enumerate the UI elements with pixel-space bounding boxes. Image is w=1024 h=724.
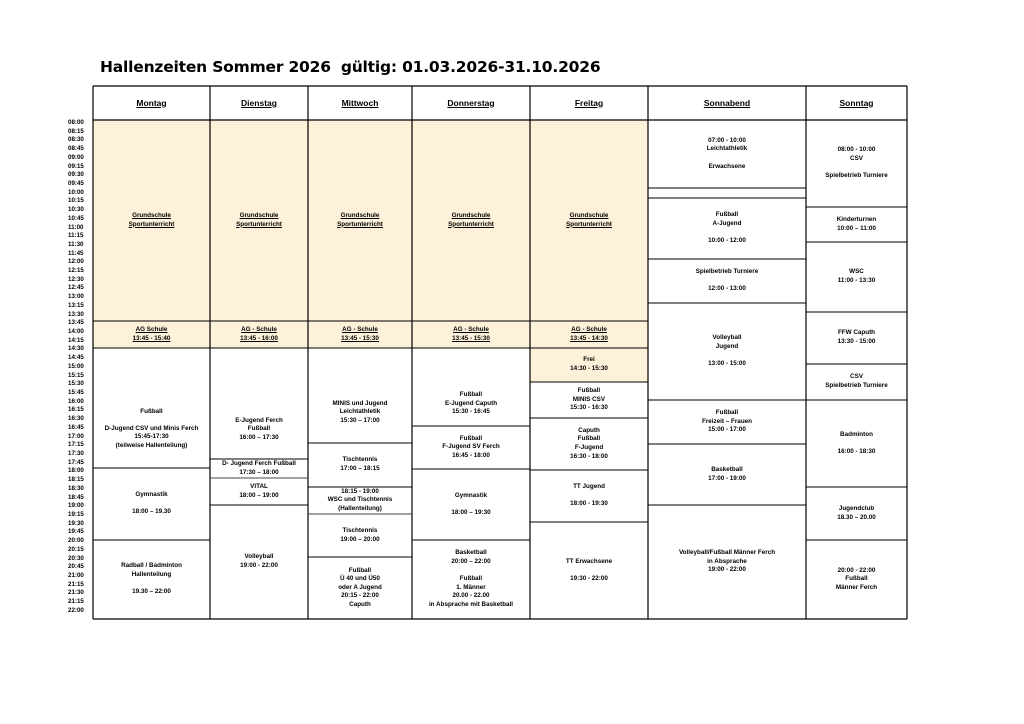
block-text: A-Jugend xyxy=(712,219,742,227)
block-text: 19:00 - 22:00 xyxy=(708,566,746,574)
block-text: Spielbetrieb Turniere xyxy=(825,172,888,180)
time-label: 20:30 xyxy=(68,554,84,562)
time-label: 19:00 xyxy=(68,502,84,510)
block-text: Fußball xyxy=(459,434,483,442)
day-header-5: Sonnabend xyxy=(703,97,751,108)
time-label: 08:15 xyxy=(68,127,84,135)
block-text: 19:30 - 22:00 xyxy=(570,574,608,582)
block-text: Volleyball/Fußball Männer Ferch xyxy=(678,549,776,557)
block-text: 13:00 - 15:00 xyxy=(708,360,746,368)
block-text: 16:45 - 18:00 xyxy=(452,451,490,459)
block-text: Caputh xyxy=(349,600,371,608)
block-text: MINIS CSV xyxy=(572,395,606,403)
block-text: TT Jugend xyxy=(573,483,605,491)
block-text: Spielbetrieb Turniere xyxy=(695,268,759,276)
time-label: 13:30 xyxy=(68,310,84,318)
block-text: 19:00 - 22:00 xyxy=(240,562,278,569)
block-text: Hallenteilung xyxy=(131,570,172,578)
block-text: 20:00 – 22:00 xyxy=(451,558,491,566)
block-text: Sportunterricht xyxy=(448,220,494,228)
block-text: 20.00 - 22.00 xyxy=(452,592,490,600)
time-label: 14:15 xyxy=(68,336,84,344)
block-text: (teilweise Hallenteilung) xyxy=(115,441,188,449)
time-label: 21:15 xyxy=(68,580,84,588)
block-text: 19:00 – 20:00 xyxy=(340,535,380,543)
block-text: Gymnastik xyxy=(454,491,488,499)
block-text: 18:15 - 19:00 xyxy=(341,487,379,495)
block-text: Fußball xyxy=(715,409,739,417)
block-text: 13:30 - 15:00 xyxy=(837,338,876,345)
block-text: 13:45 - 15:30 xyxy=(452,334,490,342)
block-text: Fußball xyxy=(459,391,483,399)
block-text: Tischtennis xyxy=(342,526,378,534)
time-label: 08:30 xyxy=(68,136,84,144)
time-label: 19:30 xyxy=(68,519,84,527)
time-label: 20:00 xyxy=(68,537,84,545)
block-text: Tischtennis xyxy=(342,456,378,464)
block-text: Basketball xyxy=(711,465,743,473)
block-text: E-Jugend Ferch xyxy=(235,416,283,424)
time-label: 10:30 xyxy=(68,206,84,214)
block-text: (Hallenteilung) xyxy=(338,504,382,512)
block-text: FFW Caputh xyxy=(837,329,876,337)
block-text: Radball / Badminton xyxy=(121,562,182,570)
time-label: 16:00 xyxy=(68,397,84,405)
block-text: 12:00 - 13:00 xyxy=(708,285,746,293)
time-label: 16:45 xyxy=(68,423,84,431)
time-label: 12:30 xyxy=(68,275,84,283)
block-text: Fußball xyxy=(140,407,163,415)
title-validity: gültig: 01.03.2026-31.10.2026 xyxy=(340,58,601,76)
time-label: 17:15 xyxy=(68,441,84,449)
day-header-2: Mittwoch xyxy=(341,97,379,108)
block-text: 13:45 - 14:30 xyxy=(570,334,608,342)
time-label: 19:45 xyxy=(68,528,84,536)
time-label: 21:30 xyxy=(68,589,84,597)
time-label: 12:00 xyxy=(68,258,84,266)
block-text: Grundschule xyxy=(340,211,380,219)
block-text: 13:45 - 16:00 xyxy=(240,334,278,342)
time-label: 20:45 xyxy=(68,563,84,571)
day-header-4: Freitag xyxy=(574,97,604,108)
block-text: Fußball xyxy=(845,575,868,583)
block-text: F-Jugend xyxy=(574,444,604,451)
time-label: 10:00 xyxy=(68,188,84,196)
block-text: Fußball xyxy=(459,575,483,583)
day-header-3: Donnerstag xyxy=(447,97,495,108)
block-text: 13:45 - 15:40 xyxy=(132,334,171,342)
block-text: 13:45 - 15:30 xyxy=(341,334,379,342)
time-label: 12:45 xyxy=(68,284,84,292)
time-label: 13:15 xyxy=(68,301,84,309)
block-text: E-Jugend Caputh xyxy=(444,399,498,407)
block-text: 10:00 – 11:00 xyxy=(837,224,876,232)
time-label: 09:15 xyxy=(68,162,84,170)
time-label: 14:30 xyxy=(68,345,84,353)
block-text: Volleyball xyxy=(244,553,274,561)
time-label: 11:00 xyxy=(68,223,84,231)
block-text: Grundschule xyxy=(239,211,279,219)
block-text: AG - Schule xyxy=(453,325,489,333)
time-label: 13:00 xyxy=(68,293,84,301)
block-text: 15:00 - 17:00 xyxy=(708,426,746,434)
block-text: 18:00 - 19:30 xyxy=(570,500,608,508)
time-label: 17:30 xyxy=(68,449,84,457)
block-text: Männer Ferch xyxy=(835,583,878,591)
block-text: Caputh xyxy=(578,426,600,434)
block-text: Frei xyxy=(583,356,595,364)
block-text: AG - Schule xyxy=(342,325,378,333)
block-text: CSV xyxy=(850,373,863,381)
day-header-6: Sonntag xyxy=(839,97,874,108)
block-text: D- Jugend Ferch Fußball xyxy=(222,459,296,467)
block-text: MINIS und Jugend xyxy=(332,399,388,407)
block-text: TT Erwachsene xyxy=(565,557,613,565)
block-text: Leichtathletik xyxy=(339,408,381,416)
block-text: 16:00 - 18:30 xyxy=(837,447,876,455)
block-text: Jugendclub xyxy=(838,504,875,512)
block-text: 16:30 - 18:00 xyxy=(570,452,608,460)
block-text: 15:30 - 16:30 xyxy=(570,404,608,412)
block-text: in Absprache mit Basketball xyxy=(428,600,514,608)
time-label: 09:45 xyxy=(68,179,84,187)
time-label: 10:45 xyxy=(68,214,84,222)
block-text: Volleyball xyxy=(712,334,742,342)
time-label: 15:30 xyxy=(68,380,84,388)
block-text: 19.30 – 22:00 xyxy=(132,588,171,596)
block-text: 17:00 - 19:00 xyxy=(708,474,746,482)
block-text: 18:00 – 19:30 xyxy=(451,508,491,516)
block-text: 18:00 – 19:00 xyxy=(239,491,279,499)
block-text: 20:00 - 22:00 xyxy=(837,566,876,574)
block-text: 15:30 – 17:00 xyxy=(340,416,380,424)
block-text: Badminton xyxy=(840,430,873,438)
time-label: 11:15 xyxy=(68,232,84,240)
block-text: Spielbetrieb Turniere xyxy=(825,382,888,389)
block-text: AG Schule xyxy=(135,325,168,333)
time-label: 14:45 xyxy=(68,354,84,362)
block-text: Grundschule xyxy=(451,211,491,219)
block-text: oder A Jugend xyxy=(338,583,382,591)
time-label: 15:45 xyxy=(68,389,84,396)
block-text: Sportunterricht xyxy=(337,220,383,228)
block-text: Grundschule xyxy=(132,211,171,219)
block-text: 08:00 - 10:00 xyxy=(837,146,876,154)
block-text: VITAL xyxy=(250,482,268,490)
time-label: 09:00 xyxy=(68,153,84,161)
time-label: 14:00 xyxy=(68,328,84,336)
block-text: Fußball xyxy=(715,211,739,219)
block-text: 10:00 - 12:00 xyxy=(708,237,746,245)
block-text: D-Jugend CSV und Minis Ferch xyxy=(104,424,199,432)
block-text: 16:00 – 17:30 xyxy=(239,433,279,441)
time-label: 16:15 xyxy=(68,406,84,414)
block-text: Fußball xyxy=(577,435,601,443)
time-label: 17:00 xyxy=(68,432,84,440)
day-header-1: Dienstag xyxy=(241,97,277,108)
time-label: 18:15 xyxy=(68,476,84,484)
block-text: Gymnastik xyxy=(135,491,168,499)
block-text: 07:00 - 10:00 xyxy=(708,136,746,144)
time-label: 17:45 xyxy=(68,458,84,466)
block-text: F-Jugend SV Ferch xyxy=(442,443,500,451)
block-text: in Absprache xyxy=(707,557,747,565)
block-text: 11:00 - 13:30 xyxy=(837,277,876,284)
block-text: AG - Schule xyxy=(571,325,607,333)
block-text: Jugend xyxy=(715,342,739,350)
time-label: 21:15 xyxy=(68,598,84,606)
time-label: 16:30 xyxy=(68,415,84,423)
block-text: Kinderturnen xyxy=(836,215,877,223)
time-label: 18:30 xyxy=(68,484,84,492)
block-text: 18:00 – 19.30 xyxy=(132,508,171,516)
time-label: 19:15 xyxy=(68,510,84,518)
time-label: 15:00 xyxy=(68,362,84,370)
time-label: 18:45 xyxy=(68,493,84,501)
block-text: Freizeit – Frauen xyxy=(701,417,753,425)
time-label: 08:45 xyxy=(68,145,84,153)
time-label: 09:30 xyxy=(68,171,84,179)
block-text: 18.30 – 20.00 xyxy=(837,513,876,521)
block-text: Fußball xyxy=(247,425,271,433)
time-label: 11:45 xyxy=(68,249,84,257)
time-label: 11:30 xyxy=(68,240,84,248)
time-label: 08:00 xyxy=(68,119,84,126)
block-text: 17:30 – 18:00 xyxy=(239,468,279,476)
block-text: 17:00 – 18:15 xyxy=(340,465,380,472)
time-label: 12:15 xyxy=(68,267,84,275)
block-text: WSC xyxy=(849,268,864,276)
block-text: WSC und Tischtennis xyxy=(327,496,393,504)
block-text: Erwachsene xyxy=(708,162,746,170)
time-label: 13:45 xyxy=(68,319,84,327)
block-text: Fußball xyxy=(577,387,601,395)
block-text: 15:30 - 16:45 xyxy=(452,408,490,416)
block-text: 14:30 - 15:30 xyxy=(570,365,608,372)
day-header-0: Montag xyxy=(136,97,167,108)
time-label: 15:15 xyxy=(68,371,84,379)
block-text: CSV xyxy=(850,154,863,162)
block-text: Grundschule xyxy=(569,211,609,219)
block-text: AG - Schule xyxy=(241,325,277,333)
block-text: Fußball xyxy=(348,566,372,574)
block-text: 20:15 - 22:00 xyxy=(341,592,379,600)
block-text: 1. Männer xyxy=(456,583,486,591)
time-label: 21:00 xyxy=(68,571,84,579)
time-label: 20:15 xyxy=(68,545,84,553)
block-text: Sportunterricht xyxy=(566,220,612,228)
block-text: Basketball xyxy=(455,549,487,557)
time-label: 10:15 xyxy=(68,197,84,205)
block-text: Ü 40 und Ü50 xyxy=(340,575,380,583)
block-text: 15:45-17:30 xyxy=(134,433,169,441)
time-label: 18:00 xyxy=(68,467,84,475)
block-text: Leichtathletik xyxy=(706,145,748,153)
title-main: Hallenzeiten Sommer 2026 xyxy=(100,58,331,76)
time-label: 22:00 xyxy=(68,606,84,614)
block-text: Sportunterricht xyxy=(128,220,175,228)
block-text: Sportunterricht xyxy=(236,220,282,228)
